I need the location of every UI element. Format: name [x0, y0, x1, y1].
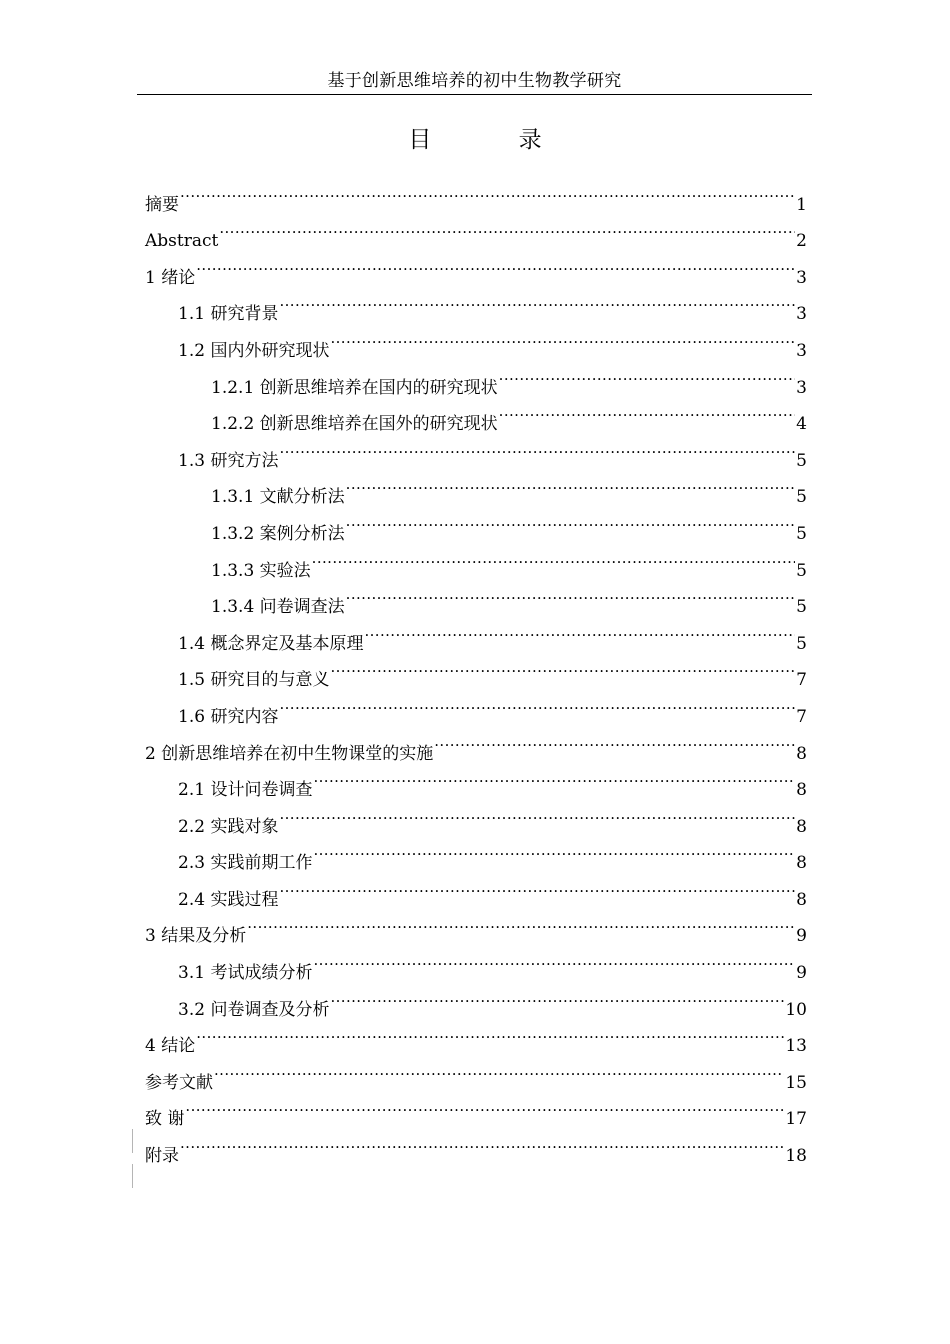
toc-entry-page-number: 10 [785, 999, 807, 1020]
toc-dot-leader [346, 502, 796, 539]
table-of-contents [145, 173, 807, 1167]
toc-dot-leader [180, 173, 795, 210]
toc-dot-leader [196, 1015, 784, 1052]
toc-dot-leader [346, 576, 796, 613]
toc-entry-label: 3 结果及分析 [145, 926, 247, 947]
toc-dot-leader [434, 722, 795, 759]
toc-entry-page-number: 9 [796, 926, 807, 947]
toc-dot-leader [330, 978, 784, 1015]
toc-entry-page-number: 3 [796, 340, 807, 361]
toc-entry-page-number: 5 [796, 633, 807, 654]
toc-entry-label: Abstract [145, 231, 219, 252]
toc-dot-leader [279, 429, 795, 466]
toc-entry-label: 2 创新思维培养在初中生物课堂的实施 [145, 743, 434, 764]
toc-entry[interactable] [145, 246, 807, 288]
toc-dot-leader [346, 466, 796, 503]
toc-dot-leader [313, 832, 795, 869]
toc-entry-page-number: 17 [785, 1109, 807, 1130]
toc-entry[interactable] [145, 1015, 807, 1057]
toc-entry[interactable] [145, 1088, 807, 1130]
toc-entry[interactable] [145, 173, 807, 215]
toc-entry-page-number: 9 [796, 963, 807, 984]
toc-entry-page-number: 8 [796, 889, 807, 910]
toc-title: 目 录 [408, 127, 582, 153]
toc-entry-label: 摘要 [145, 194, 179, 215]
toc-entry-page-number: 5 [796, 487, 807, 508]
toc-entry-label: 附录 [145, 1146, 179, 1167]
margin-marker [132, 1129, 133, 1153]
toc-entry-label: 1.3.4 问卷调查法 [211, 597, 345, 618]
toc-entry-page-number: 3 [796, 304, 807, 325]
toc-entry-label: 4 结论 [145, 1036, 196, 1057]
toc-dot-leader [196, 246, 795, 283]
toc-dot-leader [499, 393, 796, 430]
toc-dot-leader [247, 905, 795, 942]
toc-entry-label: 1 绪论 [145, 267, 196, 288]
toc-entry-label: 1.2.2 创新思维培养在国外的研究现状 [211, 414, 498, 435]
toc-entry-label: 1.1 研究背景 [178, 304, 279, 325]
toc-entry-label: 1.2.1 创新思维培养在国内的研究现状 [211, 377, 498, 398]
toc-entry-page-number: 15 [785, 1072, 807, 1093]
toc-entry-label: 1.3.3 实验法 [211, 560, 311, 581]
toc-entry-page-number: 2 [796, 231, 807, 252]
toc-dot-leader [364, 612, 795, 649]
toc-entry-label: 2.4 实践过程 [178, 889, 279, 910]
toc-entry[interactable] [145, 1051, 807, 1093]
toc-entry-page-number: 8 [796, 816, 807, 837]
toc-dot-leader [279, 685, 795, 722]
toc-dot-leader [279, 283, 795, 320]
toc-entry-page-number: 13 [785, 1036, 807, 1057]
toc-entry-label: 1.3.2 案例分析法 [211, 523, 345, 544]
toc-entry-label: 参考文献 [145, 1072, 213, 1093]
toc-dot-leader [219, 210, 795, 247]
running-header-title: 基于创新思维培养的初中生物教学研究 [327, 71, 622, 91]
toc-entry-label: 致 谢 [145, 1109, 185, 1130]
toc-dot-leader [279, 868, 795, 905]
toc-entry-label: 3.1 考试成绩分析 [178, 963, 313, 984]
toc-entry-label: 2.2 实践对象 [178, 816, 279, 837]
toc-dot-leader [313, 759, 795, 796]
toc-entry-page-number: 7 [796, 706, 807, 727]
toc-entry-page-number: 18 [785, 1146, 807, 1167]
toc-entry-page-number: 5 [796, 523, 807, 544]
toc-dot-leader [279, 795, 795, 832]
margin-marker [132, 1164, 133, 1188]
toc-entry-page-number: 8 [796, 780, 807, 801]
toc-entry-label: 3.2 问卷调查及分析 [178, 999, 330, 1020]
toc-dot-leader [330, 649, 795, 686]
toc-dot-leader [214, 1051, 784, 1088]
toc-entry-page-number: 1 [796, 194, 807, 215]
toc-entry-label: 1.3.1 文献分析法 [211, 487, 345, 508]
toc-dot-leader [330, 319, 795, 356]
toc-entry-page-number: 4 [796, 414, 807, 435]
toc-entry-page-number: 7 [796, 670, 807, 691]
toc-dot-leader [499, 356, 796, 393]
toc-dot-leader [312, 539, 796, 576]
toc-dot-leader [185, 1088, 784, 1125]
toc-entry-label: 1.6 研究内容 [178, 706, 279, 727]
toc-entry-label: 1.3 研究方法 [178, 450, 279, 471]
toc-entry-page-number: 3 [796, 377, 807, 398]
toc-entry[interactable] [145, 210, 807, 252]
toc-entry-page-number: 8 [796, 853, 807, 874]
running-header [137, 69, 812, 95]
toc-entry-label: 1.4 概念界定及基本原理 [178, 633, 364, 654]
toc-dot-leader [180, 1124, 784, 1161]
toc-entry-page-number: 5 [796, 560, 807, 581]
toc-entry-label: 1.2 国内外研究现状 [178, 340, 330, 361]
toc-entry-page-number: 5 [796, 450, 807, 471]
toc-entry-label: 2.1 设计问卷调查 [178, 780, 313, 801]
toc-entry-page-number: 3 [796, 267, 807, 288]
toc-dot-leader [313, 941, 795, 978]
toc-entry-page-number: 8 [796, 743, 807, 764]
toc-entry-label: 1.5 研究目的与意义 [178, 670, 330, 691]
toc-entry[interactable] [145, 283, 807, 325]
toc-entry-label: 2.3 实践前期工作 [178, 853, 313, 874]
toc-entry-page-number: 5 [796, 597, 807, 618]
toc-entry[interactable] [145, 1124, 807, 1167]
